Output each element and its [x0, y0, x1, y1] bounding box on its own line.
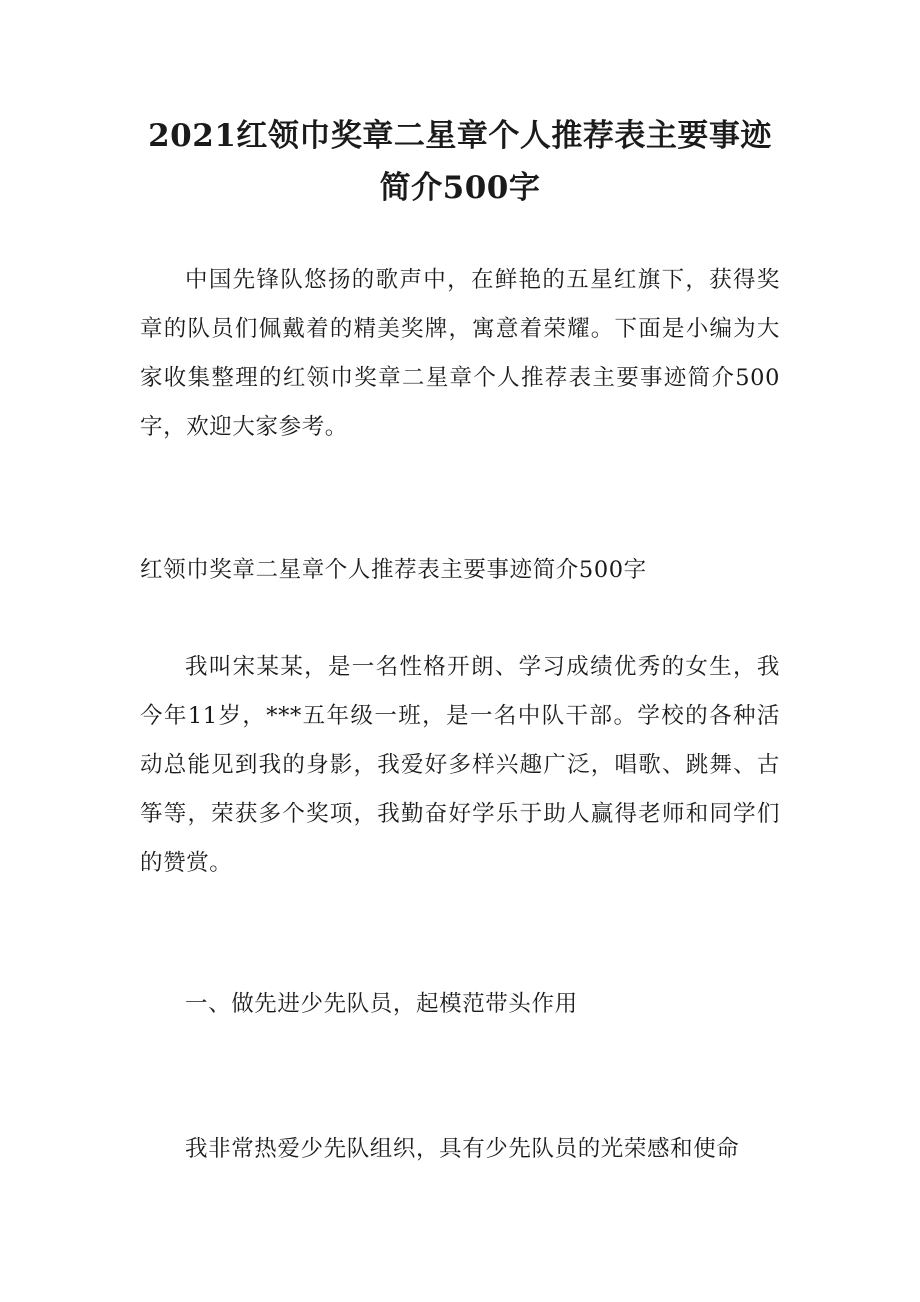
subtitle-paragraph: 红领巾奖章二星章个人推荐表主要事迹简介500字 — [140, 557, 647, 583]
profile-paragraph: 我叫宋某某，是一名性格开朗、学习成绩优秀的女生，我今年11岁，***五年级一班，是一名中队干部。学校的各种活动总能见到我的身影，我爱好多样兴趣广泛，唱歌、跳舞、古筝等，荣获多个奖项，我勤奋好学乐于助人赢得老师和同学们的赞赏。 — [140, 654, 780, 876]
document-title: 2021红领巾奖章二星章个人推荐表主要事迹简介500字 — [148, 118, 772, 206]
intro-paragraph: 中国先锋队悠扬的歌声中，在鲜艳的五星红旗下，获得奖章的队员们佩戴着的精美奖牌，寓意着荣耀。下面是小编为大家收集整理的红领巾奖章二星章个人推荐表主要事迹简介500字，欢迎大家参考。 — [140, 267, 780, 440]
body-paragraph: 我非常热爱少先队组织，具有少先队员的光荣感和使命 — [185, 1136, 740, 1162]
section-heading: 一、做先进少先队员，起模范带头作用 — [185, 991, 578, 1017]
